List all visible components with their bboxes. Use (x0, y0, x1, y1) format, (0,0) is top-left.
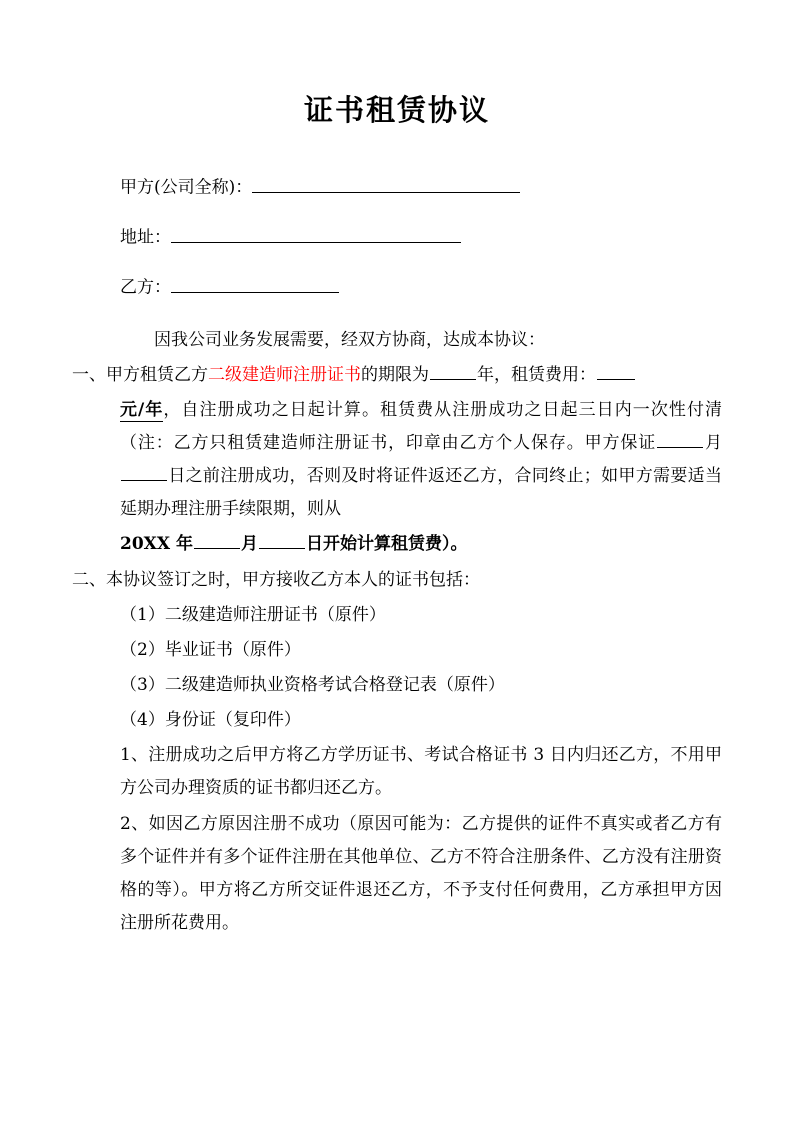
clause-one-tail: 日开始计算租赁费）。 (305, 534, 468, 555)
clause-one-continued (72, 394, 722, 527)
clause-one-year-unit: 年，租赁费用： (477, 364, 596, 385)
clause-one-date (72, 528, 722, 561)
clause-one-fee-blank[interactable] (597, 361, 635, 380)
clause-two-item-4: （4）身份证（复印件） (120, 710, 301, 731)
page-title: 证书租赁协议 (303, 93, 490, 127)
clause-one-year-prefix: 20XX 年 (120, 534, 193, 555)
clause-two-sub-2: 2、如因乙方原因注册不成功（原因可能为：乙方提供的证件不真实或者乙方有多个证件并有多个证件注册在其他单位、乙方不符合注册条件、乙方没有注册资格的等）。甲方将乙方所交证件退还乙方，不予支付任何费用，乙方承担甲方因注册所花费用。 (120, 813, 722, 933)
field-label-address: 地址： (120, 227, 171, 248)
clause-one-day-unit: 日之前注册成功，否则及时将证件返还乙方，合同终止；如甲方需要适当延期办理注册手续限期，则从 (120, 466, 722, 520)
clause-one (72, 359, 722, 392)
clause-one-start-month-unit: 月 (240, 534, 258, 555)
field-row-party-b (72, 273, 722, 301)
clause-two-item-2: （2）毕业证书（原件） (120, 639, 301, 660)
clause-two-item-3: （3）二级建造师执业资格考试合格登记表（原件） (120, 674, 505, 695)
clause-one-after-highlight: 的期限为 (361, 364, 429, 385)
clause-two-sub-1: 1、注册成功之后甲方将乙方学历证书、考试合格证书 3 日内归还乙方，不用甲方公司办理资质的证书都归还乙方。 (120, 745, 722, 799)
field-blank-party-b[interactable] (171, 273, 339, 293)
clause-one-start-day-blank[interactable] (259, 531, 305, 550)
field-blank-address[interactable] (171, 223, 461, 243)
clause-one-unit: 元/年 (120, 399, 164, 420)
clause-one-start-month-blank[interactable] (194, 531, 240, 550)
clause-two-item-1: （1）二级建造师注册证书（原件） (120, 604, 386, 625)
field-row-party-a (72, 173, 722, 201)
field-label-party-b: 乙方： (120, 278, 171, 299)
clause-one-prefix: 一、甲方租赁乙方 (72, 364, 208, 385)
clause-two-heading: 二、本协议签订之时，甲方接收乙方本人的证书包括： (72, 569, 480, 590)
clause-one-month-unit: 月 (704, 432, 723, 453)
field-row-address (72, 223, 722, 251)
clause-one-highlight: 二级建造师注册证书 (208, 364, 361, 385)
clause-one-day-blank[interactable] (121, 462, 167, 481)
intro-paragraph (72, 324, 722, 357)
clause-one-month-blank[interactable] (657, 429, 703, 448)
clause-one-term-blank[interactable] (430, 361, 476, 380)
field-label-party-a: 甲方(公司全称)： (120, 177, 253, 198)
intro-text: 因我公司业务发展需要，经双方协商，达成本协议： (154, 329, 545, 350)
field-blank-party-a[interactable] (252, 173, 520, 193)
clause-one-body: ，自注册成功之日起计算。租赁费从注册成功之日起三日内一次性付清（注：乙方只租赁建造师注册证书，印章由乙方个人保存。甲方保证 (120, 399, 722, 453)
